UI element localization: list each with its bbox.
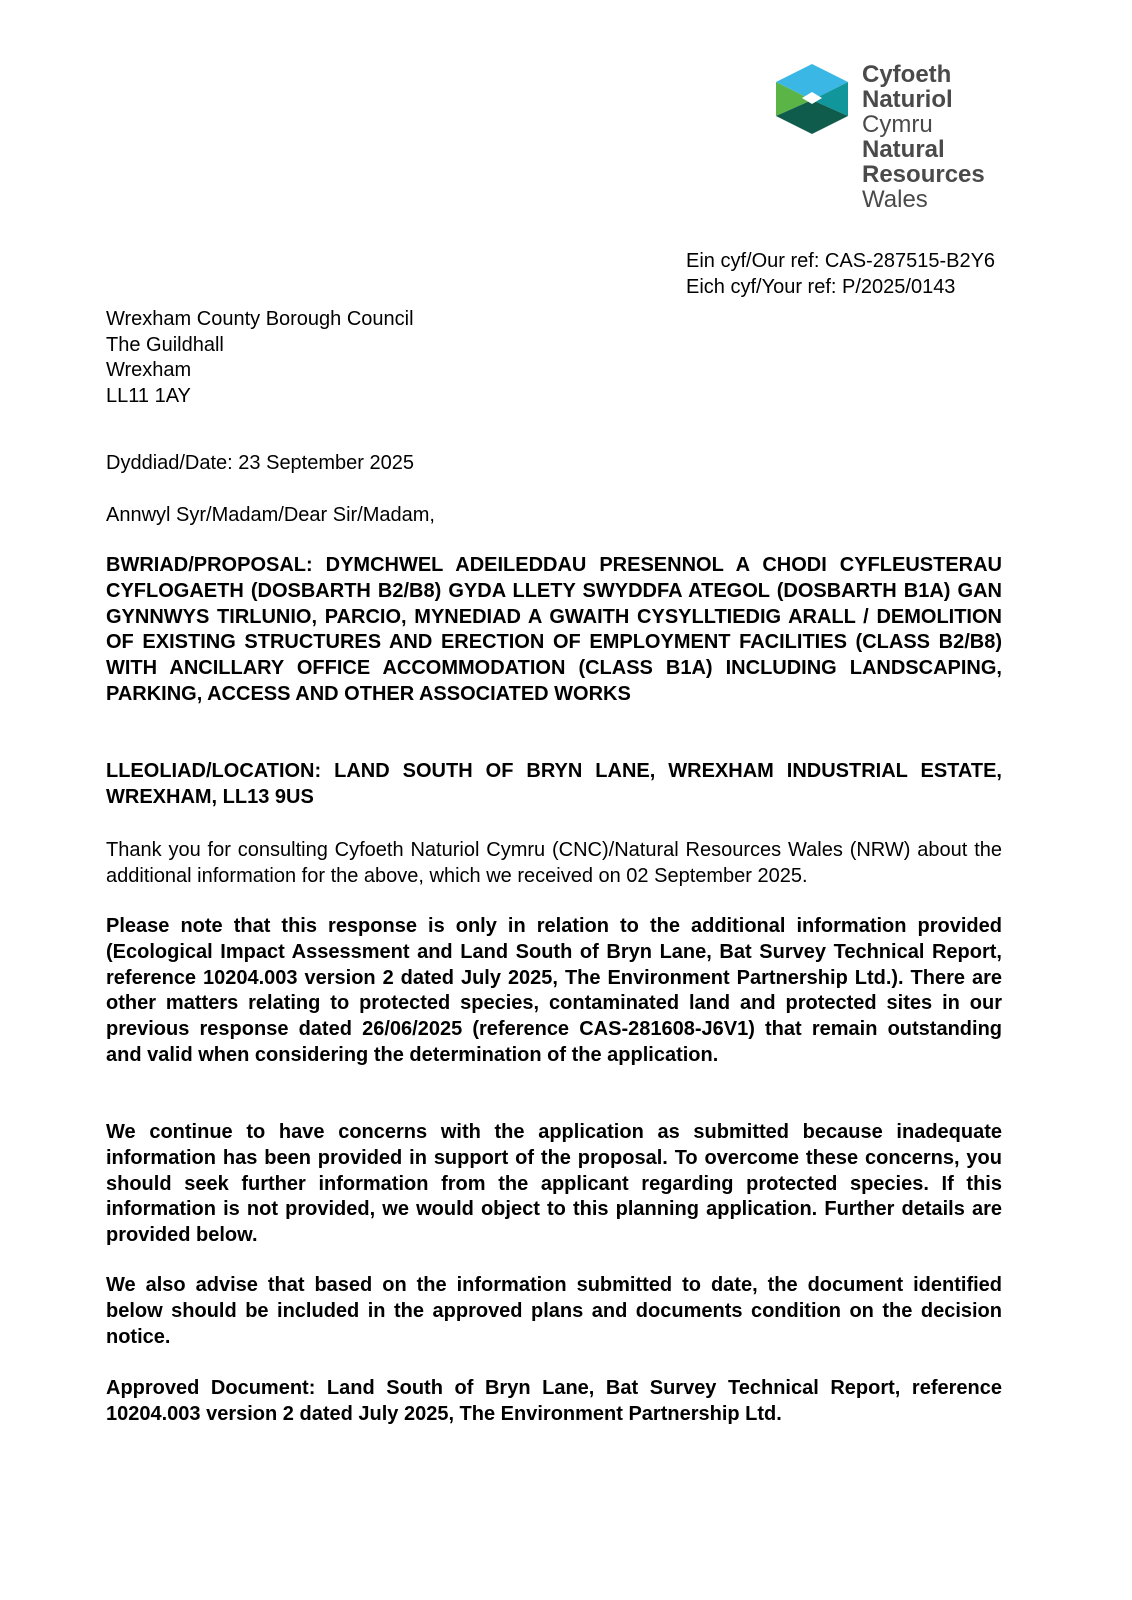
address-line: Wrexham County Borough Council bbox=[106, 308, 414, 330]
logo-line: Cyfoeth bbox=[862, 61, 952, 88]
location-heading: LLEOLIAD/LOCATION: LAND SOUTH OF BRYN LANE, WREXHAM INDUSTRIAL ESTATE, WREXHAM, LL13 9US bbox=[106, 760, 1002, 808]
logo-line: Naturiol bbox=[862, 86, 953, 113]
address-line: The Guildhall bbox=[106, 333, 224, 356]
salutation: Annwyl Syr/Madam/Dear Sir/Madam, bbox=[106, 504, 435, 526]
our-ref: Ein cyf/Our ref: CAS-287515-B2Y6 bbox=[686, 250, 996, 272]
reference-block bbox=[686, 249, 995, 300]
paragraph-scope-note: Please note that this response is only in relation to the additional information provided (Ecological Impact Assessment and Land South of Bryn Lane, Bat Survey Technical Report, reference 10204.003 version 2 dated July 2025, The Environment Partnership Ltd.). There are other matters relating to protected species, contaminated land and protected sites in our previous response dated 26/06/2025 (reference CAS-281608-J6V1) that remain outstanding and valid when considering the determination of the application. bbox=[106, 915, 1002, 1066]
proposal-heading: BWRIAD/PROPOSAL: DYMCHWEL ADEILEDDAU PRESENNOL A CHODI CYFLEUSTERAU CYFLOGAETH (DOSBARTH B2/B8) GYDA LLETY SWYDDFA ATEGOL (DOSBARTH B1A) GAN GYNNWYS TIRLUNIO, PARCIO, MYNEDIAD A GWAITH CYSYLLTIEDIG ARALL / DEMOLITION OF EXISTING STRUCTURES AND ERECTION OF EMPLOYMENT FACILITIES (CLASS B2/B8) WITH ANCILLARY OFFICE ACCOMMODATION (CLASS B1A) INCLUDING LANDSCAPING, PARKING, ACCESS AND OTHER ASSOCIATED WORKS bbox=[106, 554, 1002, 705]
nrw-logo-icon bbox=[774, 62, 850, 136]
recipient-address bbox=[106, 307, 414, 409]
address-line: Wrexham bbox=[106, 359, 192, 381]
address-line: LL11 1AY bbox=[106, 384, 191, 407]
letter-date: Dyddiad/Date: 23 September 2025 bbox=[106, 452, 414, 474]
your-ref: Eich cyf/Your ref: P/2025/0143 bbox=[686, 275, 956, 298]
paragraph-approved-document: Approved Document: Land South of Bryn Lane, Bat Survey Technical Report, reference 10204.003 version 2 dated July 2025, The Environment Partnership Ltd. bbox=[106, 1377, 1002, 1425]
logo-line: Wales bbox=[862, 186, 928, 213]
logo-line: Natural bbox=[862, 136, 945, 163]
logo-wordmark bbox=[862, 62, 985, 212]
paragraph-concerns: We continue to have concerns with the application as submitted because inadequate information has been provided in support of the proposal. To overcome these concerns, you should seek further information from the applicant regarding protected species. If this information is not provided, we would object to this planning application. Further details are provided below. bbox=[106, 1121, 1002, 1247]
paragraph-intro: Thank you for consulting Cyfoeth Naturiol Cymru (CNC)/Natural Resources Wales (NRW) about the additional information for the above, which we received on 02 September 2025. bbox=[106, 839, 1002, 887]
paragraph-advice: We also advise that based on the information submitted to date, the document identified below should be included in the approved plans and documents condition on the decision notice. bbox=[106, 1274, 1002, 1348]
logo-line: Cymru bbox=[862, 111, 933, 138]
logo-line: Resources bbox=[862, 161, 985, 188]
